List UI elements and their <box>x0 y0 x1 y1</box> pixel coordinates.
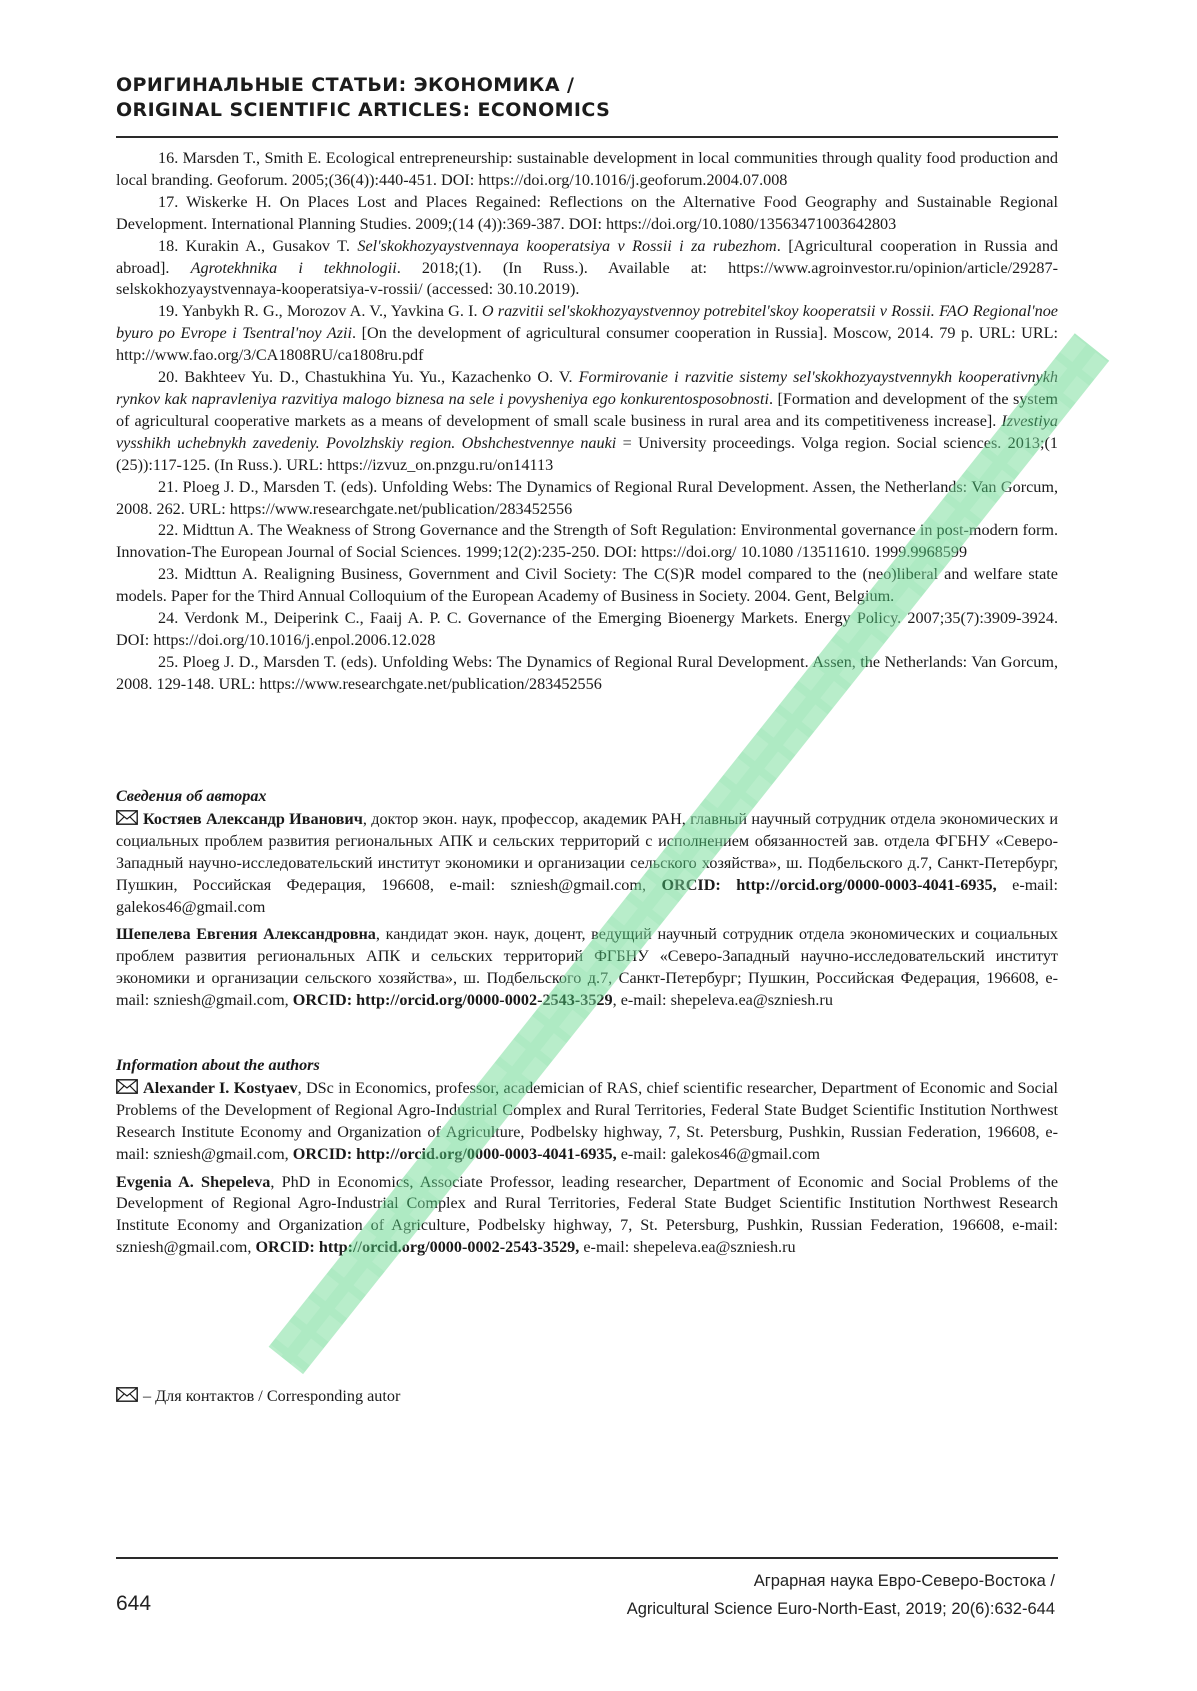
legend-text: – Для контактов / Corresponding autor <box>143 1387 401 1405</box>
reference-item: 16. Marsden T., Smith E. Ecological entrepreneurship: sustainable development in local communities through quality food production and local branding. Geoforum. 2005;(36(4)):440-451. DOI: https://doi.org/10.1016/j.geoforum.2004.07.008 <box>116 149 1059 189</box>
reference-item: 22. Midttun A. The Weakness of Strong Governance and the Strength of Soft Regulation: Environmental governance in post-modern form. Innovation-The European Journal of Social Sciences. 1999;12(2):235-250. DOI: https://doi.org/ 10.1080 /13511610. 1999.9968599 <box>116 521 1059 562</box>
author-entry: Evgenia A. Shepeleva, PhD in Economics, Associate Professor, leading researcher, Department of Economic and Social Problems of the Development of Regional Agro-Industrial Complex and Rural Territories, Federal State Budget Scientific Institution Northwest Research Institute Economy and Organization of Agriculture, Podbelsky highway, 7, St. Petersburg, Pushkin, Russian Federation, 196608, e-mail: szniesh@gmail.com, ORCID: http://orcid.org/0000-0002-2543-3529, e-mail: shepeleva.ea@szniesh.ru <box>116 1172 1058 1257</box>
journal-citation <box>627 1567 1055 1623</box>
footer-rule <box>116 1557 1058 1559</box>
author-name: Alexander I. Kostyaev <box>143 1078 298 1097</box>
reference-item: 17. Wiskerke H. On Places Lost and Places Regained: Reflections on the Alternative Food Geography and Sustainable Regional Development. International Planning Studies. 2009;(14 (4)):369-387. DOI: https://doi.org/10.1080/13563471003642803 <box>116 192 1058 233</box>
author-entry: Шепелева Евгения Александровна, кандидат экон. наук, доцент, ведущий научный сотрудник отдела экономических и социальных проблем развития региональных АПК и сельских территорий ФГБНУ «Северо-Западный научно-исследовательский институт экономики и организации сельского хозяйства», ш. Подбельского д.7, Санкт-Петербург; Пушкин, Российская Федерация, 196608, e-mail: szniesh@gmail.com, ORCID: http://orcid.org/0000-0002-2543-3529, e-mail: shepeleva.ea@szniesh.ru <box>116 925 1058 1010</box>
reference-item: 20. Bakhteev Yu. D., Chastukhina Yu. Yu., Kazachenko O. V. Formirovanie i razvitie sistemy sel'skokhozyaystvennykh kooperativnykh rynkov kak napravleniya razvitiya malogo biznesa na sele i povysheniya ego konkurentosposobnosti. [Formation and development of the system of agricultural cooperative markets as a means of development of small scale business in rural area and its competitiveness increase]. Izvestiya vysshikh uchebnykh zavedeniy. Povolzhskiy region. Obshchestvennye nauki = University proceedings. Volga region. Social sciences. 2013;(1 (25)):117-125. (In Russ.). URL: https://izvuz_on.pnzgu.ru/on14113 <box>116 368 1059 474</box>
envelope-icon <box>116 1079 138 1094</box>
author-name: Шепелева Евгения Александровна <box>116 925 376 944</box>
authors-info-ru <box>116 786 1058 1018</box>
reference-item: 18. Kurakin A., Gusakov T. Sel'skokhozyaystvennaya kooperatsiya v Rossii i za rubezhom. [Agricultural cooperation in Russia and abroad]. Agrotekhnika i tekhnologii. 2018;(1). (In Russ.). Available at: https://www.agroinvestor.ru/opinion/article/29287-selskokhozyaystvennaya-kooperatsiya-v-rossii/ (accessed: 30.10.2019). <box>116 236 1059 299</box>
author-orcid: ORCID: http://orcid.org/0000-0003-4041-6935, <box>661 875 997 894</box>
journal-line-ru: Аграрная наука Евро-Северо-Востока / <box>753 1572 1055 1590</box>
author-entry: Alexander I. Kostyaev, DSc in Economics, professor, academician of RAS, chief scientific researcher, Department of Economic and Social Problems of the Development of Regional Agro-Industrial Complex and Rural Territories, Federal State Budget Scientific Institution Northwest Research Institute Economy and Organization of Agriculture, Podbelsky highway, 7, St. Petersburg, Pushkin, Russian Federation, 196608, e-mail: szniesh@gmail.com, ORCID: http://orcid.org/0000-0003-4041-6935, e-mail: galekos46@gmail.com <box>116 1078 1058 1163</box>
authors-info-en <box>116 1055 1058 1265</box>
reference-item: 23. Midttun A. Realigning Business, Government and Civil Society: The C(S)R model compared to the (neo)liberal and welfare state models. Paper for the Third Annual Colloquium of the European Academy of Business in Society. 2004. Gent, Belgium. <box>116 565 1058 606</box>
author-orcid: ORCID: http://orcid.org/0000-0002-2543-3529, <box>255 1238 580 1257</box>
header-rule <box>116 136 1058 138</box>
author-orcid: ORCID: http://orcid.org/0000-0002-2543-3529 <box>292 991 613 1010</box>
page-number: 644 <box>116 1592 152 1615</box>
header-line-en: ORIGINAL SCIENTIFIC ARTICLES: ECONOMICS <box>116 99 611 121</box>
author-name: Костяев Александр Иванович <box>143 809 363 828</box>
reference-item: 25. Ploeg J. D., Marsden T. (eds). Unfolding Webs: The Dynamics of Regional Rural Development. Assen, the Netherlands: Van Gorcum, 2008. 129-148. URL: https://www.researchgate.net/publication/283452556 <box>116 652 1059 693</box>
reference-item: 24. Verdonk M., Deiperink C., Faaij A. P. C. Governance of the Emerging Bioenergy Markets. Energy Policy. 2007;35(7):3909-3924. DOI: https://doi.org/10.1016/j.enpol.2006.12.028 <box>116 609 1058 649</box>
authors-title-ru: Сведения об авторах <box>116 787 267 805</box>
author-orcid: ORCID: http://orcid.org/0000-0003-4041-6935, <box>292 1144 617 1163</box>
author-name: Evgenia A. Shepeleva <box>116 1172 271 1191</box>
section-header <box>116 73 1056 123</box>
corresponding-legend <box>116 1385 400 1407</box>
reference-item: 19. Yanbykh R. G., Morozov A. V., Yavkina G. I. O razvitii sel'skokhozyaystvennoy potrebitel'skoy kooperatsii v Rossii. FAO Regional'noe byuro po Evrope i Tsentral'noy Azii. [On the development of agricultural consumer cooperation in Russia]. Moscow, 2014. 79 p. URL: URL: http://www.fao.org/3/CA1808RU/ca1808ru.pdf <box>116 302 1058 365</box>
envelope-icon <box>116 1387 138 1402</box>
header-line-ru: ОРИГИНАЛЬНЫЕ СТАТЬИ: ЭКОНОМИКА / <box>116 74 575 96</box>
authors-title-en: Information about the authors <box>116 1056 320 1074</box>
reference-item: 21. Ploeg J. D., Marsden T. (eds). Unfolding Webs: The Dynamics of Regional Rural Development. Assen, the Netherlands: Van Gorcum, 2008. 262. URL: https://www.researchgate.net/publication/283452556 <box>116 477 1059 518</box>
reference-list <box>116 148 1058 696</box>
author-entry: Костяев Александр Иванович, доктор экон. наук, профессор, академик РАН, главный научный сотрудник отдела экономических и социальных проблем развития региональных АПК и сельских территорий с исполнением обязанностей зав. отдела ФГБНУ «Северо-Западный научно-исследовательский институт экономики и организации сельского хозяйства», ш. Подбельского д.7, Санкт-Петербург, Пушкин, Российская Федерация, 196608, e-mail: szniesh@gmail.com, ORCID: http://orcid.org/0000-0003-4041-6935, e-mail: galekos46@gmail.com <box>116 809 1058 916</box>
envelope-icon <box>116 810 138 825</box>
journal-line-en: Agricultural Science Euro-North-East, 2019; 20(6):632-644 <box>626 1600 1055 1618</box>
